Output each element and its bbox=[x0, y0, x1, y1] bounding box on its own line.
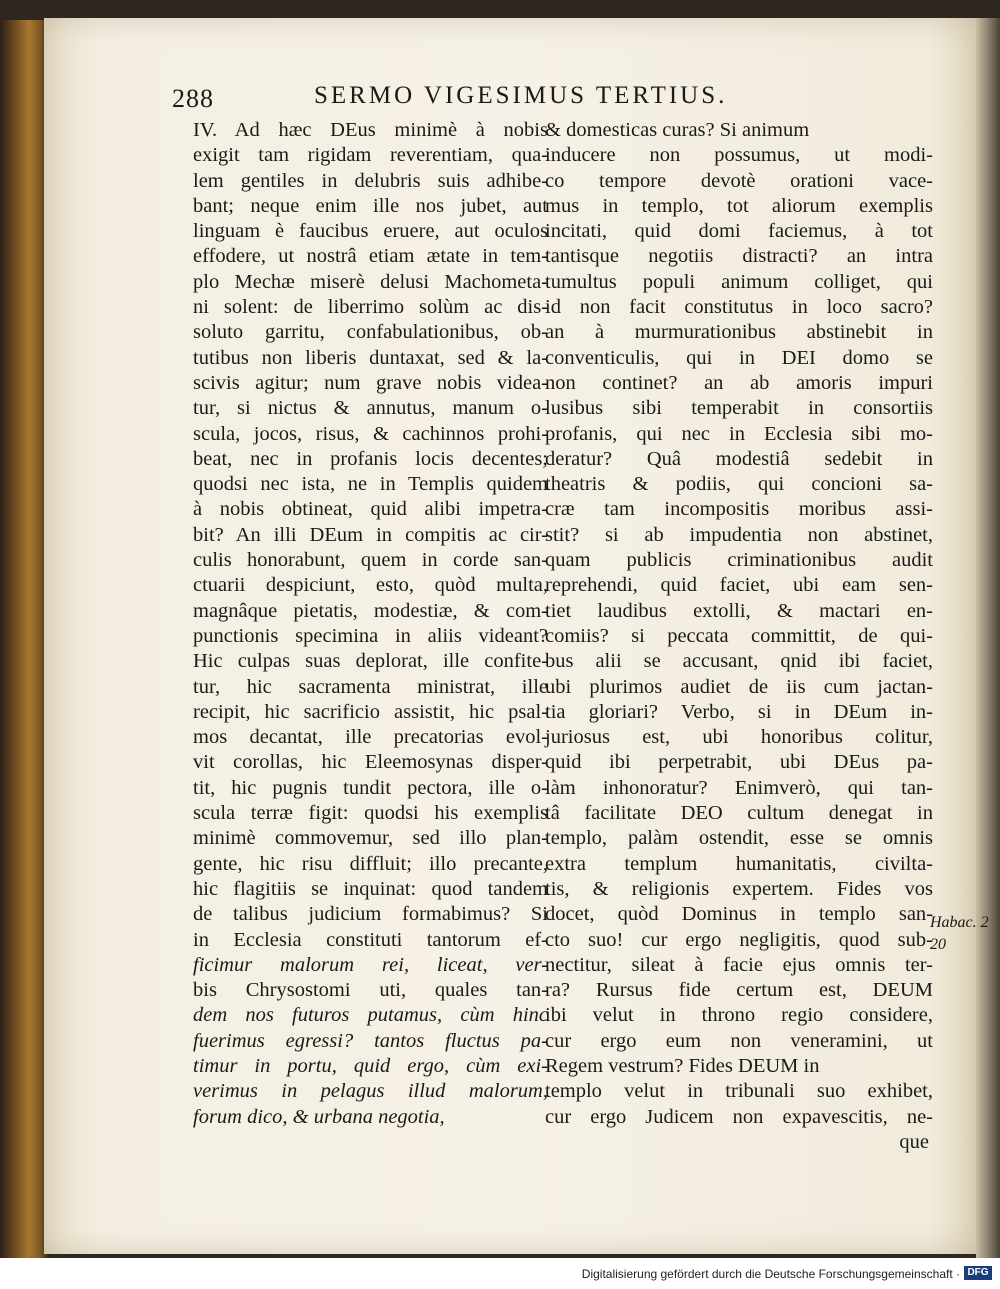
text-line: scula, jocos, risus, & cachinnos prohi- bbox=[193, 422, 548, 445]
text-line: tur, hic sacramenta ministrat, ille bbox=[193, 675, 548, 698]
text-line: tâ facilitate DEO cultum denegat in bbox=[545, 802, 933, 825]
text-line: vit corollas, hic Eleemosynas disper- bbox=[193, 751, 548, 774]
catchword: que bbox=[899, 1130, 929, 1153]
text-line: verimus in pelagus illud malorum, bbox=[193, 1080, 548, 1103]
text-line: docet, quòd Dominus in templo san- bbox=[545, 903, 933, 926]
text-line: quid ibi perpetrabit, ubi DEus pa- bbox=[545, 751, 933, 774]
text-line: dem nos futuros putamus, cùm hinc bbox=[193, 1004, 548, 1027]
text-line: bit? An illi DEum in compitis ac cir- bbox=[193, 523, 548, 546]
text-line: in Ecclesia constituti tantorum ef- bbox=[193, 928, 548, 951]
page-number: 288 bbox=[172, 84, 214, 113]
text-line: templo velut in tribunali suo exhibet, bbox=[545, 1080, 933, 1103]
text-line: culis honorabunt, quem in corde san- bbox=[193, 549, 548, 572]
text-line: non continet? an ab amoris impuri bbox=[545, 371, 933, 394]
text-line: comiis? si peccata committit, de qui- bbox=[545, 624, 933, 647]
text-line: nectitur, sileat à facie ejus omnis ter- bbox=[545, 953, 933, 976]
text-line: ra? Rursus fide certum est, DEUM bbox=[545, 979, 933, 1002]
text-line: de talibus judicium formabimus? Si bbox=[193, 903, 548, 926]
text-line: exigit tam rigidam reverentiam, qua- bbox=[193, 144, 548, 167]
text-line: plo Mechæ miserè delusi Machometa- bbox=[193, 270, 548, 293]
text-line: soluto garritu, confabulationibus, ob- bbox=[193, 321, 548, 344]
text-line: quodsi nec ista, ne in Templis quidem bbox=[193, 473, 548, 496]
text-line: tur, si nictus & annutus, manum o- bbox=[193, 397, 548, 420]
text-line: an à murmurationibus abstinebit in bbox=[545, 321, 933, 344]
text-line: conventiculis, qui in DEI domo se bbox=[545, 346, 933, 369]
text-line: ubi plurimos audiet de iis cum jactan- bbox=[545, 675, 933, 698]
book-cover-edge bbox=[0, 20, 48, 1258]
text-line: tantisque negotiis distracti? an intra bbox=[545, 245, 933, 268]
text-line: làm inhonoratur? Enimverò, qui tan- bbox=[545, 776, 933, 799]
text-line: incitati, quid domi faciemus, à tot bbox=[545, 220, 933, 243]
text-line: timur in portu, quid ergo, cùm exi- bbox=[193, 1054, 548, 1077]
text-line: scula terræ figit: quodsi his exemplis bbox=[193, 802, 548, 825]
text-line: mos decantat, ille precatorias evol- bbox=[193, 726, 548, 749]
text-line: ctuarii despiciunt, esto, quòd multa, bbox=[193, 574, 548, 597]
text-line: stit? si ab impudentia non abstinet, bbox=[545, 523, 933, 546]
text-line: theatris & podiis, qui concioni sa- bbox=[545, 473, 933, 496]
marginal-reference-line-2: 20 bbox=[930, 936, 946, 953]
text-line: tutibus non liberis duntaxat, sed & la- bbox=[193, 346, 548, 369]
text-line: cto suo! cur ergo negligitis, quod sub- bbox=[545, 928, 933, 951]
page-edge-shadow bbox=[976, 18, 1000, 1258]
text-line: Hic culpas suas deplorat, ille confite- bbox=[193, 650, 548, 673]
text-line: à nobis obtineat, quid alibi impetra- bbox=[193, 498, 548, 521]
text-line: linguam è faucibus eruere, aut oculos bbox=[193, 220, 548, 243]
text-line: mus in templo, tot aliorum exemplis bbox=[545, 194, 933, 217]
text-line: deratur? Quâ modestiâ sedebit in bbox=[545, 447, 933, 470]
text-line: ficimur malorum rei, liceat, ver- bbox=[193, 953, 548, 976]
text-line: scivis agitur; num grave nobis videa- bbox=[193, 371, 548, 394]
marginal-reference bbox=[930, 912, 989, 956]
text-line: extra templum humanitatis, civilta- bbox=[545, 852, 933, 875]
text-line: cræ tam incompositis moribus assi- bbox=[545, 498, 933, 521]
text-line: reprehendi, quid faciet, ubi eam sen- bbox=[545, 574, 933, 597]
text-line: recipit, hic sacrificio assistit, hic psal- bbox=[193, 700, 548, 723]
text-line: tia gloriari? Verbo, si in DEum in- bbox=[545, 700, 933, 723]
text-line: ibi velut in throno regio considere, bbox=[545, 1004, 933, 1027]
text-line: & domesticas curas? Si animum bbox=[545, 119, 810, 141]
text-line: templo, palàm ostendit, esse se omnis bbox=[545, 827, 933, 850]
text-line: cur ergo Judicem non expavescitis, ne- bbox=[545, 1105, 933, 1128]
text-line: bus alii se accusant, qnid ibi faciet, bbox=[545, 650, 933, 673]
text-line: quam publicis criminationibus audit bbox=[545, 549, 933, 572]
text-line: beat, nec in profanis locis decentes; bbox=[193, 447, 548, 470]
text-line: tiet laudibus extolli, & mactari en- bbox=[545, 599, 933, 622]
running-title: SERMO VIGESIMUS TERTIUS. bbox=[314, 82, 728, 109]
text-line: bant; neque enim ille nos jubet, aut bbox=[193, 194, 548, 217]
text-line: lem gentiles in delubris suis adhibe- bbox=[193, 169, 548, 192]
text-line: magnâque pietatis, modestiæ, & com- bbox=[193, 599, 548, 622]
text-line: juriosus est, ubi honoribus colitur, bbox=[545, 726, 933, 749]
left-text-column bbox=[193, 118, 548, 1130]
text-line: tis, & religionis expertem. Fides vos bbox=[545, 877, 933, 900]
text-line: punctionis specimina in aliis videant? bbox=[193, 624, 548, 647]
text-line: minimè commovemur, sed illo plan- bbox=[193, 827, 548, 850]
marginal-reference-line-1: Habac. 2 bbox=[930, 914, 989, 931]
text-line: gente, hic risu diffluit; illo precante, bbox=[193, 852, 548, 875]
text-line: tumultus populi animum colliget, qui bbox=[545, 270, 933, 293]
text-line: cur ergo eum non veneramini, ut bbox=[545, 1029, 933, 1052]
text-line: forum dico, & urbana negotia, bbox=[193, 1105, 445, 1128]
text-line: inducere non possumus, ut modi- bbox=[545, 144, 933, 167]
text-line: fuerimus egressi? tantos fluctus pa- bbox=[193, 1029, 548, 1052]
text-line: effodere, ut nostrâ etiam ætate in tem- bbox=[193, 245, 548, 268]
text-line: id non facit constitutus in loco sacro? bbox=[545, 296, 933, 319]
text-line: ni solent: de liberrimo solùm ac dis- bbox=[193, 296, 548, 319]
funding-credit: Digitalisierung gefördert durch die Deutsche Forschungsgemeinschaft · bbox=[581, 1267, 960, 1281]
text-line: hic flagitiis se inquinat: quod tandem bbox=[193, 877, 548, 900]
text-line: Regem vestrum? Fides DEUM in bbox=[545, 1054, 820, 1077]
text-line: profanis, qui nec in Ecclesia sibi mo- bbox=[545, 422, 933, 445]
digitization-footer bbox=[0, 1258, 1000, 1289]
right-text-column bbox=[545, 118, 933, 1155]
page-header bbox=[172, 80, 772, 120]
text-line: bis Chrysostomi uti, quales tan- bbox=[193, 979, 548, 1002]
text-line: co tempore devotè orationi vace- bbox=[545, 169, 933, 192]
text-line: tit, hic pugnis tundit pectora, ille o- bbox=[193, 776, 548, 799]
text-line: IV. Ad hæc DEus minimè à nobis bbox=[193, 119, 548, 141]
dfg-logo: DFG bbox=[964, 1266, 992, 1280]
text-line: lusibus sibi temperabit in consortiis bbox=[545, 397, 933, 420]
